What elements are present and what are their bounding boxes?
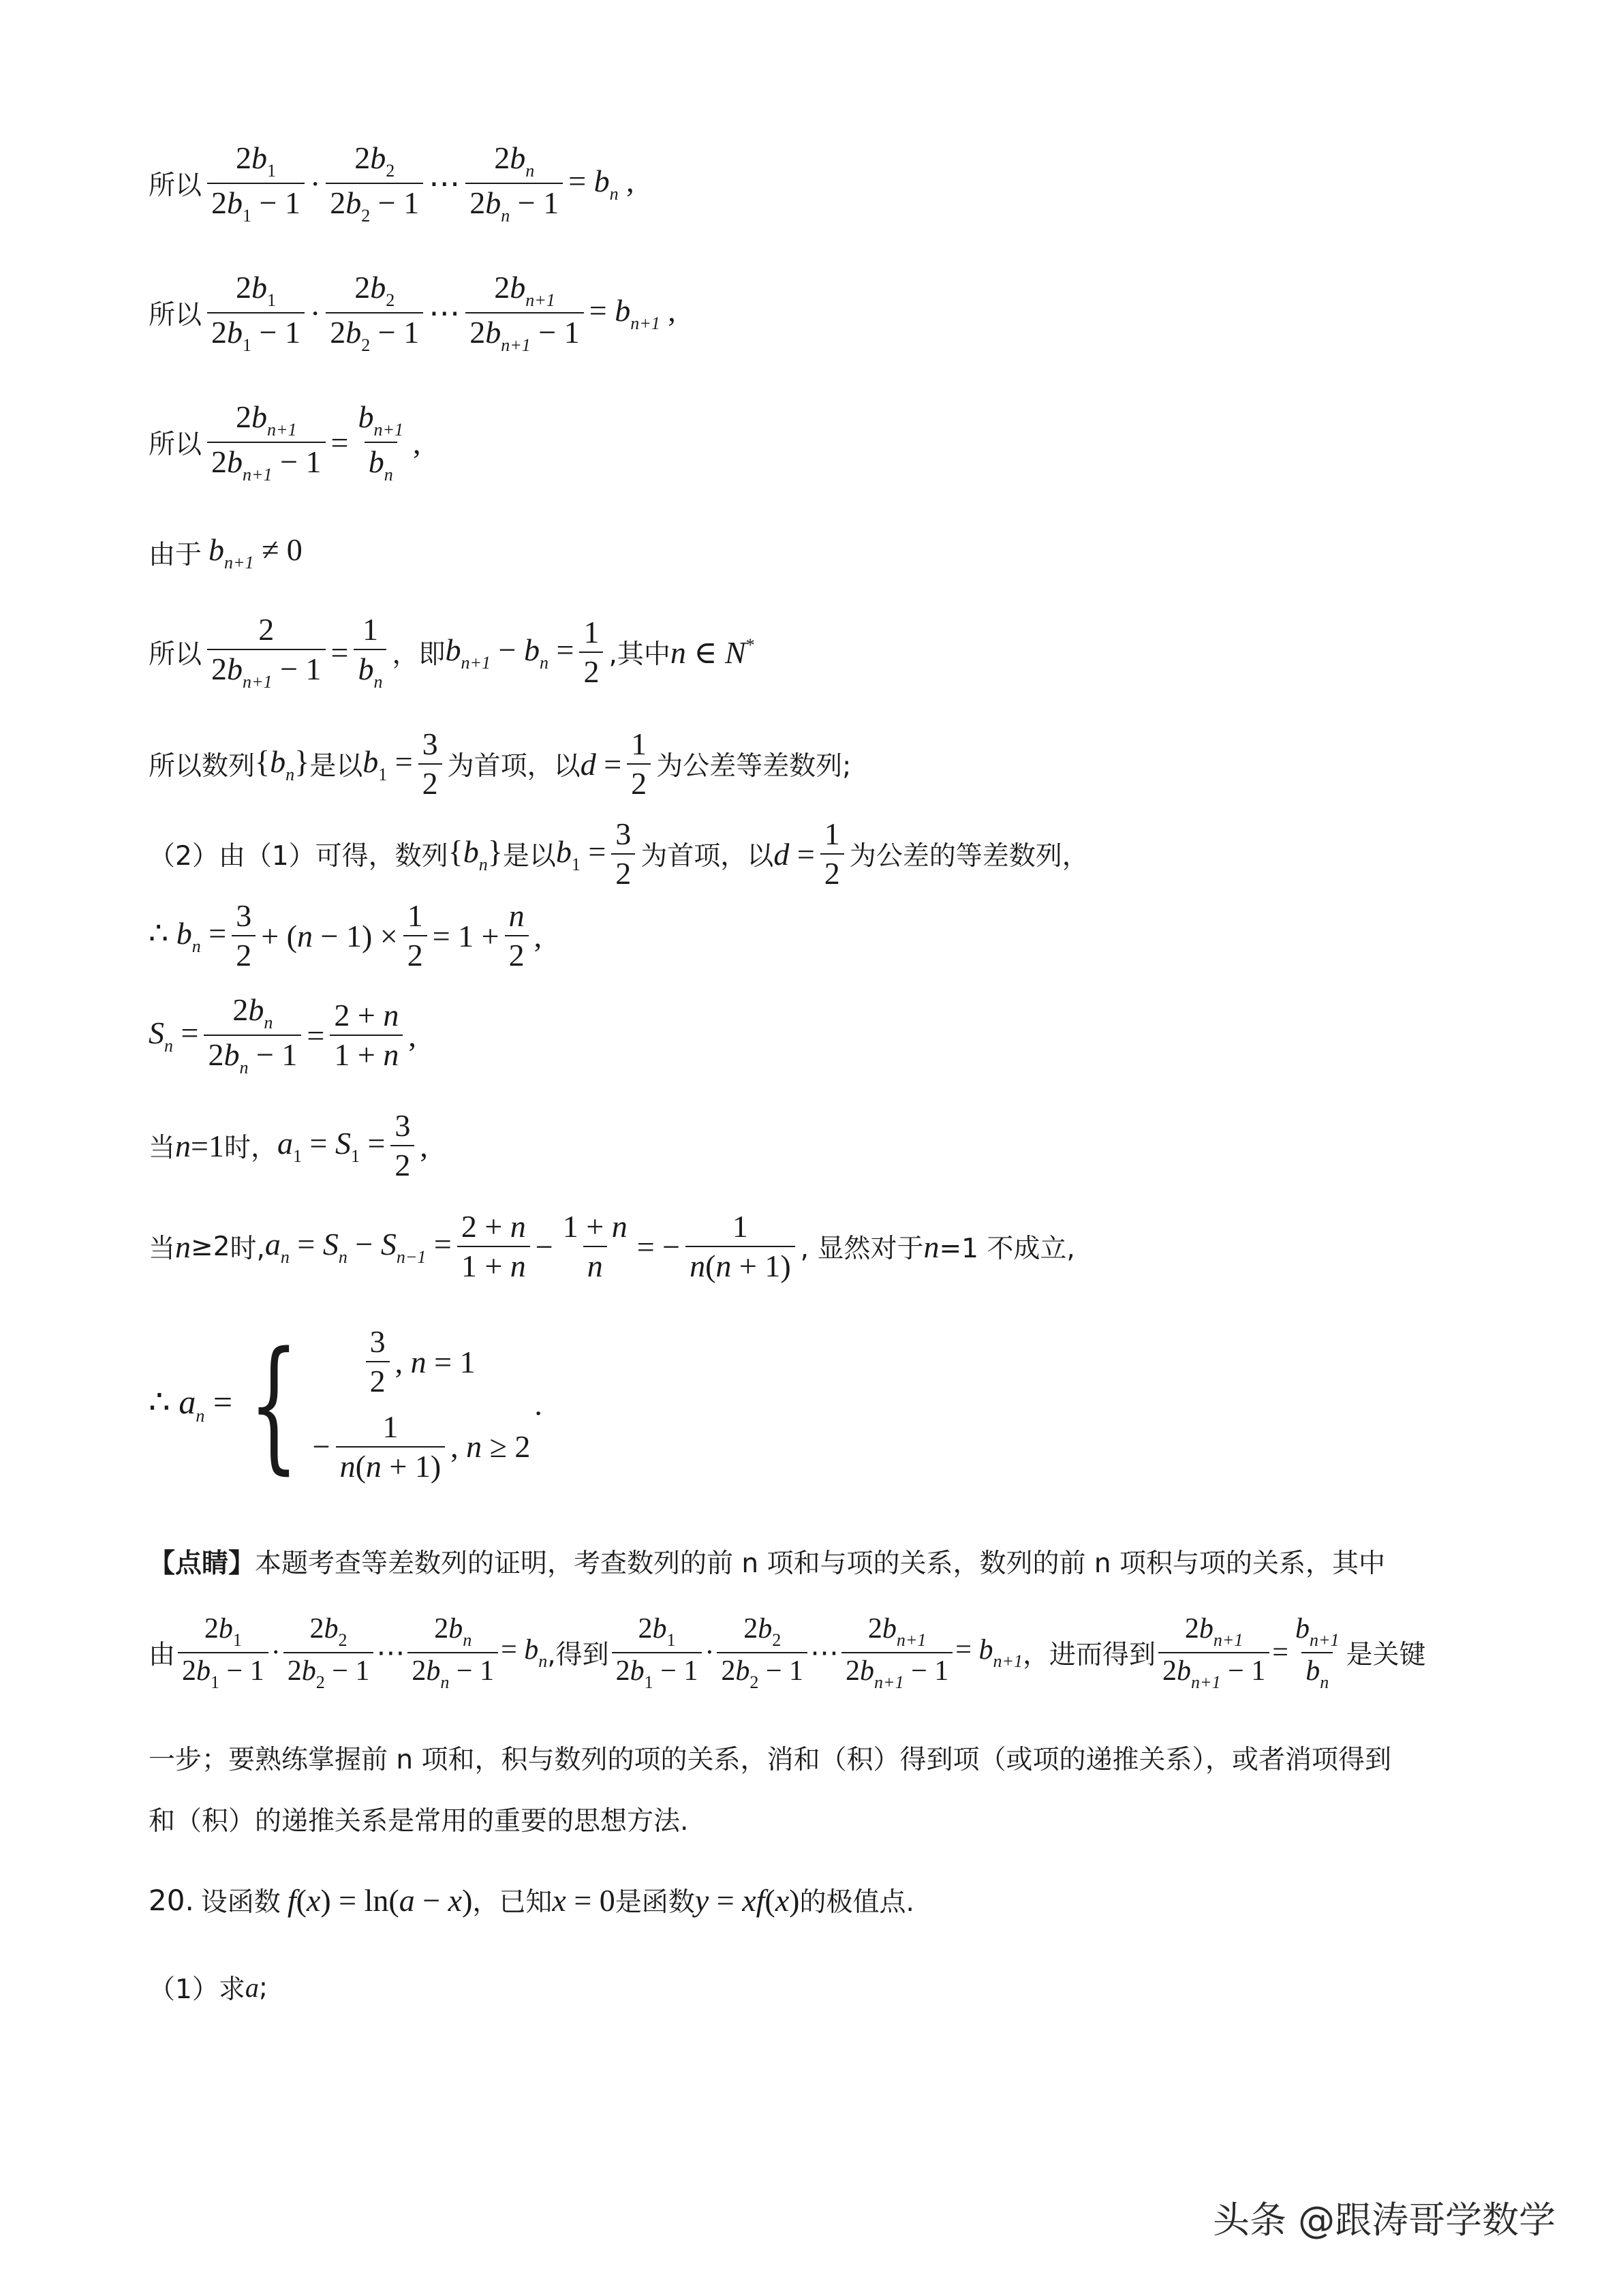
text-segment: =1 bbox=[191, 1128, 224, 1163]
fraction: $\frac{2b_{n+1}}{2b_{n+1} - 1}$ bbox=[465, 271, 584, 355]
line-prefix: 所以数列 bbox=[149, 751, 256, 782]
fraction: $\frac{1}{2}$ bbox=[403, 900, 427, 973]
variable-n: n bbox=[175, 1229, 191, 1264]
left-brace: { bbox=[249, 1320, 299, 1488]
fraction: $\frac{1}{n(n + 1)}$ bbox=[685, 1210, 795, 1283]
fraction: $\frac{2b_1}{2b_1 - 1}$ bbox=[612, 1614, 702, 1692]
comment-line-2: 由 $\frac{2b_1}{2b_1 - 1}$ · $\frac{2b_2}{2b_2 - 1}$ ⋯ $\frac{2b_n}{2b_n - 1}$ = $b_n$ ,得到 $\frac{2b_1}{2b_1 - 1}$ · $\frac{2b_2}{2b_2 - 1}$ ⋯ $\frac{2b_{n+1}}{2b_{n+1} - 1}$ = $b_{n+1}$ ，进而得到 $\frac{2b_{n+1}}{2b_{n+1} - 1}$ = $\frac{b_{n+1}}{b_n}$ 是关键 bbox=[149, 1613, 1426, 1693]
comment-line-1 bbox=[149, 1548, 1484, 1580]
comment-line-4 bbox=[149, 1806, 1484, 1838]
text-segment: 是以 bbox=[502, 841, 556, 872]
line-prefix: （2）由（1）可得，数列 bbox=[149, 841, 448, 872]
fraction: $\frac{2b_n}{2b_n - 1}$ bbox=[465, 142, 563, 226]
text-segment: 为首项，以 bbox=[447, 751, 581, 782]
fraction: $\frac{2b_{n+1}}{2b_{n+1} - 1}$ bbox=[841, 1614, 953, 1692]
fraction: $\frac{2b_1}{2b_1 - 1}$ bbox=[207, 142, 305, 226]
text-segment: ，即 bbox=[392, 639, 446, 671]
equation-line-10: 当 n =1 时， $a_1 = S_1$ = $\frac{3}{2}$ , bbox=[149, 1108, 428, 1183]
text-segment: 的极值点. bbox=[799, 1887, 914, 1918]
text-segment: ; bbox=[258, 1972, 268, 2003]
fraction: $\frac{1}{2}$ bbox=[627, 728, 651, 801]
text-segment: 为公差的等差数列， bbox=[849, 841, 1089, 872]
fraction: $\frac{b_{n+1}}{b_n}$ bbox=[358, 399, 404, 485]
question-number: 20. bbox=[149, 1883, 194, 1917]
text-segment: 为公差等差数列; bbox=[656, 751, 852, 782]
cases-block: { $\frac{3}{2}$ , n = 1 − $\frac{1}{n(n + 1)}$ , n ≥ 2 bbox=[249, 1320, 531, 1488]
fraction: $\frac{2b_1}{2b_1 - 1}$ bbox=[178, 1614, 268, 1692]
fraction: $\frac{2b_2}{2b_2 - 1}$ bbox=[717, 1614, 807, 1692]
line-prefix: 由于 bbox=[149, 539, 202, 570]
fraction: $\frac{2b_2}{2b_2 - 1}$ bbox=[326, 271, 423, 355]
fraction: $\frac{1}{n(n + 1)}$ bbox=[336, 1411, 446, 1484]
fraction: $\frac{3}{2}$ bbox=[418, 728, 442, 801]
fraction: $\frac{2b_2}{2b_2 - 1}$ bbox=[283, 1614, 374, 1692]
text-segment: 时， bbox=[223, 1133, 277, 1164]
text-segment: 为首项，以 bbox=[640, 841, 774, 872]
text-segment: ，已知 bbox=[472, 1887, 553, 1918]
equation-line-7: （2）由（1）可得，数列 $\{b_n\}$ 是以 $b_1$ = $\frac{3}{2}$ 为首项，以 d = $\frac{1}{2}$ 为公差的等差数列， bbox=[149, 816, 1089, 891]
comment-text: 一步；要熟练掌握前 n 项和，积与数列的项的关系，消和（积）得到项（或项的递推关系），或者消项得到 bbox=[149, 1745, 1392, 1775]
equation-line-3: 所以 $\frac{2b_{n+1}}{2b_{n+1} - 1}$ = $\frac{b_{n+1}}{b_n}$ , bbox=[149, 399, 421, 485]
question-20-part-1 bbox=[149, 1968, 268, 2006]
fraction: $\frac{2b_1}{2b_1 - 1}$ bbox=[207, 271, 305, 355]
fraction: $\frac{3}{2}$ bbox=[611, 818, 635, 891]
watermark: 头条 @跟涛哥学数学 bbox=[1213, 2199, 1556, 2241]
text-segment: 设函数 bbox=[200, 1887, 281, 1918]
fraction: $\frac{2b_n}{2b_n - 1}$ bbox=[407, 1614, 498, 1692]
text-segment: , 显然对于 bbox=[800, 1234, 924, 1265]
question-20: 20. 设函数 f(x) = ln(a − x) ，已知 x = 0 是函数 y = xf(x) 的极值点. bbox=[149, 1881, 914, 1919]
text-segment: 是关键 bbox=[1346, 1640, 1426, 1671]
fraction: $\frac{1 + n}{n}$ bbox=[562, 1209, 628, 1284]
equation-line-5: 所以 $\frac{2}{2b_{n+1} - 1}$ = $\frac{1}{b_n}$ ，即 $b_{n+1} - b_n$ = $\frac{1}{2}$ ,其中 n ∈ N* bbox=[149, 612, 755, 692]
fraction: $\frac{2b_2}{2b_2 - 1}$ bbox=[326, 142, 423, 226]
fraction: $\frac{1}{b_n}$ bbox=[354, 613, 386, 692]
equation-line-8: ∴ $b_n$ = $\frac{3}{2}$ + (n − 1) × $\frac{1}{2}$ = 1 + $\frac{n}{2}$ , bbox=[149, 898, 542, 973]
fraction: $\frac{3}{2}$ bbox=[232, 900, 256, 973]
fraction: $\frac{2}{2b_{n+1} - 1}$ bbox=[207, 613, 326, 692]
comment-text: 和（积）的递推关系是常用的重要的思想方法. bbox=[149, 1806, 689, 1837]
text-segment: 是函数 bbox=[615, 1887, 695, 1918]
equation-line-6: 所以数列 $\{b_n\}$ 是以 $b_1$ = $\frac{3}{2}$ 为首项，以 d = $\frac{1}{2}$ 为公差等差数列; bbox=[149, 726, 852, 801]
text-segment: 当 bbox=[149, 1133, 176, 1164]
equation-line-1: 所以 $\frac{2b_1}{2b_1 - 1}$ · $\frac{2b_2}{2b_2 - 1}$ ⋯ $\frac{2b_n}{2b_n - 1}$ = $b_n$ , bbox=[149, 140, 634, 226]
fraction: $\frac{n}{2}$ bbox=[505, 900, 529, 973]
text-segment: ，进而得到 bbox=[1023, 1640, 1156, 1671]
text-segment: 由 bbox=[149, 1640, 176, 1671]
variable-n: n bbox=[923, 1229, 940, 1264]
comment-line-3 bbox=[149, 1745, 1484, 1777]
text-segment: 当 bbox=[149, 1234, 176, 1265]
fraction: $\frac{2 + n}{1 + n}$ bbox=[330, 999, 403, 1072]
text-segment: ,其中 bbox=[608, 639, 670, 671]
text-segment: （1）求 bbox=[149, 1974, 245, 2005]
equation-line-2: 所以 $\frac{2b_1}{2b_1 - 1}$ · $\frac{2b_2}{2b_2 - 1}$ ⋯ $\frac{2b_{n+1}}{2b_{n+1} - 1}$ = $b_{n+1}$ , bbox=[149, 270, 676, 356]
equation-line-4: 由于 $b_{n+1} \ne 0$ bbox=[149, 532, 303, 572]
fraction: $\frac{2b_{n+1}}{2b_{n+1} - 1}$ bbox=[207, 401, 326, 485]
equation-line-11: 当 n ≥2 时, $a_n = S_n - S_{n-1}$ = $\frac{2 + n}{1 + n}$ − $\frac{1 + n}{n}$ = − $\frac{1}{n(n + 1)}$ , 显然对于 n =1 不成立, bbox=[149, 1209, 1075, 1284]
piecewise-equation: ∴ $a_n$ = { $\frac{3}{2}$ , n = 1 − $\frac{1}{n(n + 1)}$ , n ≥ 2 . bbox=[149, 1320, 542, 1488]
line-prefix: 所以 bbox=[149, 170, 202, 202]
fraction: $\frac{2b_n}{2b_n - 1}$ bbox=[204, 994, 301, 1077]
text-segment: ≥2 bbox=[191, 1231, 230, 1262]
line-prefix: 所以 bbox=[149, 429, 202, 461]
fraction: $\frac{3}{2}$ bbox=[366, 1326, 390, 1398]
comment-text: 本题考查等差数列的证明，考查数列的前 n 项和与项的关系，数列的前 n 项积与项的关系，其中 bbox=[255, 1548, 1386, 1579]
fraction: $\frac{3}{2}$ bbox=[390, 1109, 414, 1182]
line-prefix: 所以 bbox=[149, 639, 202, 671]
text-segment: ,得到 bbox=[547, 1640, 609, 1671]
fraction: $\frac{2 + n}{1 + n}$ bbox=[457, 1210, 530, 1283]
equation-line-9: $S_n$ = $\frac{2b_n}{2b_n - 1}$ = $\frac{2 + n}{1 + n}$ , bbox=[149, 992, 416, 1078]
text-segment: 是以 bbox=[309, 751, 363, 782]
fraction: $\frac{b_{n+1}}{b_n}$ bbox=[1295, 1613, 1340, 1693]
line-prefix: 所以 bbox=[149, 300, 202, 331]
variable-n: n bbox=[175, 1128, 191, 1163]
variable-a: a bbox=[245, 1972, 259, 2003]
fraction: $\frac{2b_{n+1}}{2b_{n+1} - 1}$ bbox=[1158, 1614, 1269, 1692]
text-segment: =1 不成立, bbox=[939, 1234, 1075, 1265]
text-segment: 时, bbox=[230, 1234, 265, 1265]
fraction: $\frac{1}{2}$ bbox=[820, 818, 844, 891]
fraction: $\frac{1}{2}$ bbox=[579, 616, 603, 689]
comment-label: 【点睛】 bbox=[149, 1548, 256, 1579]
